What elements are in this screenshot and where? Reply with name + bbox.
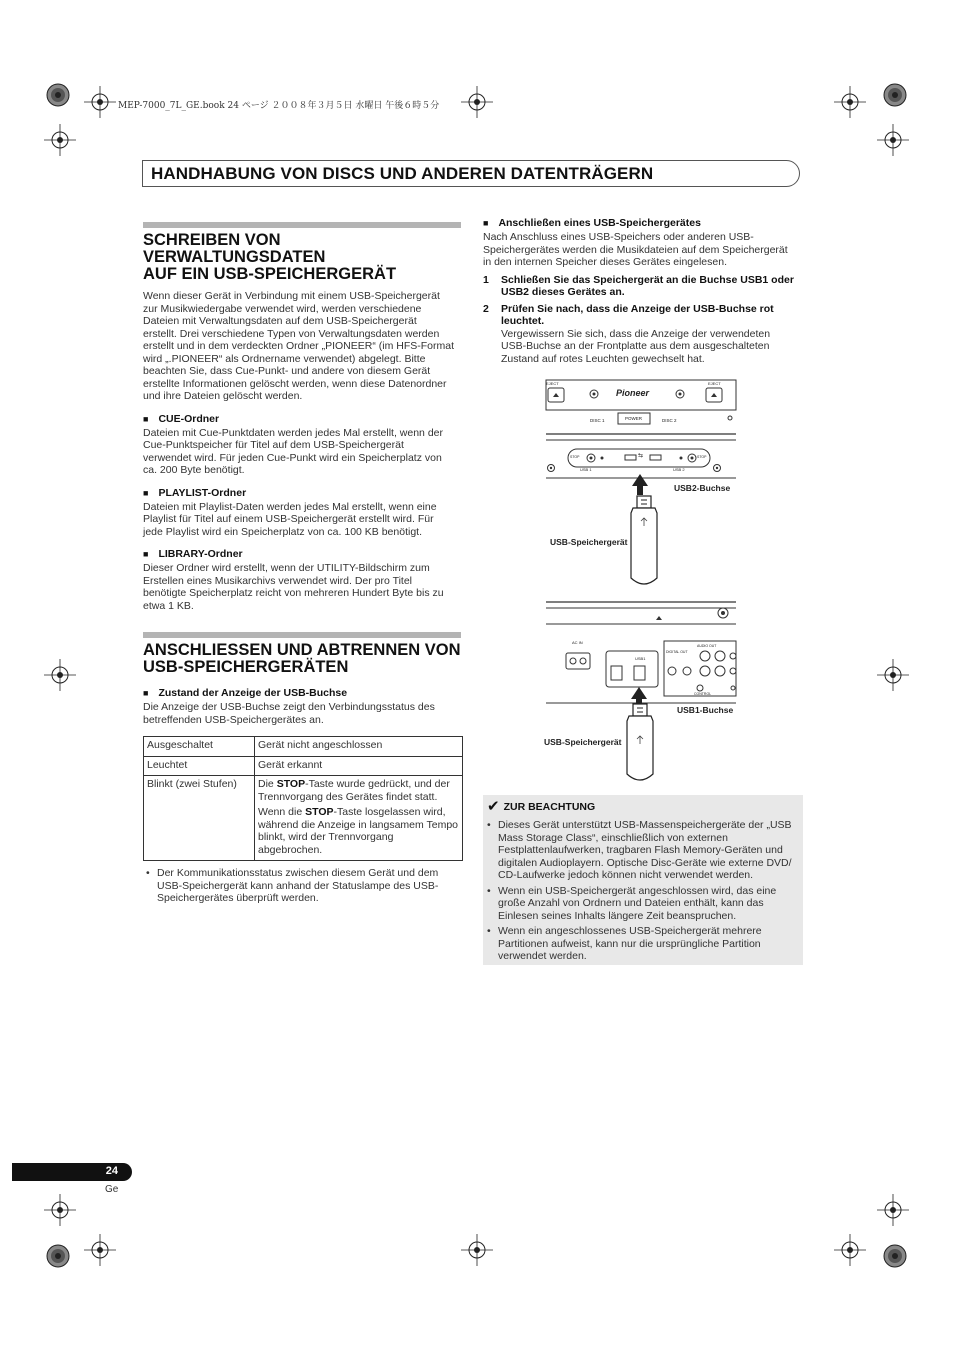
heading-line: AUF EIN USB-SPEICHERGERÄT [143, 265, 397, 283]
section-heading-write-data [143, 222, 461, 283]
intro-paragraph [143, 290, 461, 403]
heading-line: USB-SPEICHERGERÄTEN [143, 658, 349, 676]
page-number: 24 [105, 1165, 118, 1177]
control-label: CONTROL [694, 692, 712, 696]
step-line: USB2 dieses Gerätes an. [501, 286, 625, 298]
table-row [144, 756, 463, 776]
usb2-label: USB 2 [673, 467, 685, 472]
playlist-paragraph [143, 501, 461, 539]
text-line: Speichergerätes werden die Musikdateien auf dem Speichergerät [483, 243, 788, 256]
chapter-bar [142, 160, 800, 187]
text-line: Nach Anschluss eines USB-Speichers oder anderen USB- [483, 231, 754, 243]
checkmark-icon: ✔ [487, 798, 500, 815]
text-line: erstellt und in dem verdeckten Ordner „PIONEER“ (im HFS-Format [143, 340, 455, 352]
chapter-title: HANDHABUNG VON DISCS UND ANDEREN DATENTRÄGERN [151, 164, 654, 183]
pioneer-logo: Pioneer [616, 388, 650, 398]
audio-out-label: AUDIO OUT [697, 644, 717, 648]
rear-panel-labels [540, 598, 745, 788]
subheading-playlist: ■ PLAYLIST-Ordner [143, 487, 461, 499]
cue-paragraph [143, 427, 461, 477]
status-paragraph [143, 701, 461, 726]
list-item: • Dieses Gerät unterstützt USB-Massenspeichergeräte der „USB Mass Storage Class“, einschließlich von externen Festplattenlaufwerken, tragbaren Flash Memory-Geräten und digitalen Audioplayern. Optische Disc-Geräte wie externe DVD/ CD-Laufwerke jedoch können nicht verwendet werden. [484, 819, 800, 882]
file-info-line: MEP-7000_7L_GE.book 24 ページ ２００８年３月５日 水曜日 午後６時５分 [118, 101, 440, 111]
text-line: Playlist für Titel auf einem USB-Speichergerät erstellt wird. Für [143, 513, 434, 525]
text-line: Dateien mit Verwaltungsdaten auf dem USB-Speichergerät [143, 315, 417, 327]
text-line: Zustand auf rotes Leuchten gewechselt hat. [501, 352, 705, 365]
text-line: wird „.PIONEER“ als Ordnername verwendet) abgelegt. Bitte [143, 352, 426, 365]
text-line: Erstellen eines Musikarchivs verwendet wird. Der pro Titel [143, 574, 413, 587]
usb2-port-label: USB2-Buchse [674, 483, 731, 493]
subheading-cue: ■ CUE-Ordner [143, 413, 461, 425]
section-heading-connect [143, 632, 461, 676]
note-header [487, 800, 595, 814]
table-cell: Gerät nicht angeschlossen [255, 737, 463, 757]
usb1-port-label: USB1-Buchse [677, 705, 734, 715]
power-label: POWER [625, 416, 643, 421]
step-line: Prüfen Sie nach, dass die Anzeige der USB-Buchse rot [501, 302, 774, 315]
step-line: leuchtet. [501, 315, 545, 327]
text-line: Wenn dieser Gerät in Verbindung mit einem USB-Speichergerät [143, 290, 440, 302]
text-span: -Taste wurde gedrückt, und der Trennvorgang des Gerätes findet statt. [258, 778, 450, 803]
table-cell: Gerät erkannt [255, 756, 463, 776]
disc1-label: DISC 1 [590, 418, 605, 423]
step-line: Schließen Sie das Speichergerät an die Buchse USB1 oder [501, 273, 794, 286]
text-line: erstellte Informationen gelöscht werden, wenn diese Datenordner [143, 377, 447, 390]
list-item: • Der Kommunikationsstatus zwischen diesem Gerät und dem USB-Speichergerät kann anhand der Statuslampe des USB-Speichergerätes überprüft werden. [143, 867, 455, 905]
text-span: Wenn die [258, 806, 306, 818]
text-line: in den internen Speicher dieses Gerätes eingelesen. [483, 256, 727, 268]
connect-paragraph [483, 231, 803, 269]
list-item: • Wenn ein USB-Speichergerät angeschlossen wird, das eine große Anzahl von Ordnern und Dateien enthält, kann das Einlesen seines Inhalts längere Zeit beanspruchen. [484, 885, 800, 923]
language-code: Ge [105, 1184, 119, 1195]
text-line: und ihre Dateien gelöscht werden. [143, 390, 303, 402]
text-line: ca. 200 Byte benötigt. [143, 464, 245, 476]
text-line: etwa 1 KB. [143, 599, 194, 612]
disc2-label: DISC 2 [662, 418, 677, 423]
left-column [143, 222, 461, 908]
note-title: ZUR BEACHTUNG [503, 801, 596, 813]
text-line: jede Playlist wird ein Speicherplatz von ca. 100 KB benötigt. [143, 525, 422, 538]
step-number: 1 [483, 273, 489, 286]
note-list [484, 819, 800, 966]
text-line: Die Anzeige der USB-Buchse zeigt den Verbindungsstatus des [143, 701, 435, 713]
step-1 [483, 274, 803, 299]
step-2 [483, 303, 803, 328]
library-paragraph [143, 562, 461, 612]
text-span: Die [258, 778, 277, 790]
status-note-list [143, 867, 455, 905]
table-row [144, 737, 463, 757]
text-line: Dateien mit Playlist-Daten werden jedes Mal erstellt, wenn eine [143, 500, 437, 513]
heading-line: ANSCHLIESSEN UND ABTRENNEN VON [143, 641, 461, 659]
digital-out-label: DIGITAL OUT [666, 650, 688, 654]
table-cell: Blinkt (zwei Stufen) [144, 776, 255, 861]
stop-label-right: STOP [697, 455, 707, 459]
text-line: verwendet wird. Für jeden Cue-Punkt wird ein Speicherplatz von [143, 451, 442, 464]
stop-key-label: STOP [305, 806, 334, 818]
note-box [483, 795, 803, 965]
usb-symbol: ⇆ [638, 453, 644, 459]
eject-label-left: EJECT [546, 381, 559, 386]
list-item: • Wenn ein angeschlossenes USB-Speichergerät mehrere Partitionen aufweist, kann nur die ursprüngliche Partition verwendet werden. [484, 925, 800, 963]
table-row [144, 776, 463, 861]
page-number-tab [12, 1163, 132, 1181]
eject-label-right: EJECT [708, 381, 721, 386]
text-line: erstellt. Drei verschiedene Typen von Verwaltungsdaten werden [143, 327, 440, 340]
cell-paragraph [258, 806, 459, 856]
subheading-connect-device: ■ Anschließen eines USB-Speichergerätes [483, 217, 803, 229]
text-line: beachten Sie, dass Cue-Punkt- und andere von diesem Gerät [143, 365, 431, 377]
text-span: -Taste losgelassen wird, während die Anzeige in langsamem Tempo blinkt, wird der Trennvorgang abgebrochen. [258, 806, 459, 856]
heading-line: SCHREIBEN VON VERWALTUNGSDATEN [143, 231, 326, 266]
step-number: 2 [483, 302, 489, 315]
text-line: Dateien mit Cue-Punktdaten werden jedes Mal erstellt, wenn der [143, 426, 443, 439]
stop-key-label: STOP [276, 778, 306, 790]
cell-paragraph [258, 778, 459, 803]
status-table [143, 736, 463, 861]
usb-device-label-bottom: USB-Speichergerät [544, 737, 622, 747]
text-line: Dieser Ordner wird erstellt, wenn der UTILITY-Bildschirm zum [143, 562, 430, 574]
subheading-status: ■ Zustand der Anzeige der USB-Buchse [143, 687, 461, 699]
usb1-label: USB 1 [580, 467, 592, 472]
text-line: Cue-Punktspeicher für Titel auf dem USB-Speichergerät [143, 439, 404, 451]
text-line: zur Musikwiedergabe verwendet wird, werden verschiedene [143, 302, 422, 315]
text-line: betreffenden USB-Speichergerätes an. [143, 713, 324, 726]
usb1-rear-label: USB1 [635, 656, 646, 661]
text-line: benötigte Speicherplatz reicht von mehreren Hundert Byte bis zu [143, 587, 444, 599]
subheading-library: ■ LIBRARY-Ordner [143, 548, 461, 560]
text-line: Vergewissern Sie sich, dass die Anzeige der verwendeten [501, 327, 771, 340]
step2-paragraph [483, 328, 803, 366]
text-line: USB-Buchse an der Frontplatte aus dem ausgeschalteten [501, 340, 770, 352]
usb-device-label-top: USB-Speichergerät [550, 537, 628, 547]
right-column [483, 217, 803, 365]
table-cell: Ausgeschaltet [144, 737, 255, 757]
table-cell [255, 776, 463, 861]
acin-label: AC IN [572, 640, 583, 645]
stop-label-left: STOP [570, 455, 580, 459]
table-cell: Leuchtet [144, 756, 255, 776]
